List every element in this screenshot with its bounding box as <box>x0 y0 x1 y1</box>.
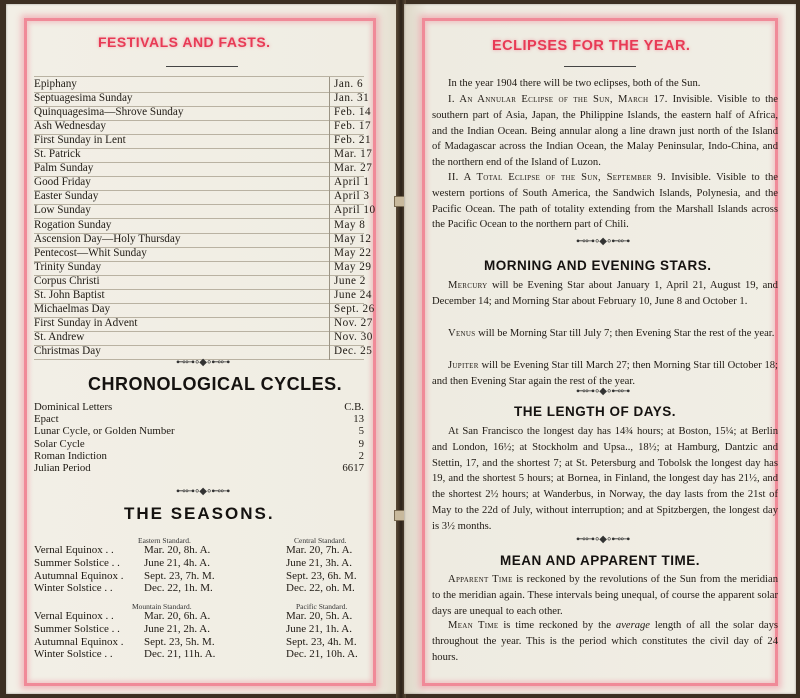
right-page <box>404 4 796 694</box>
season-name: Summer Solstice . . <box>34 622 120 635</box>
cycle-value: 6617 <box>342 462 364 474</box>
stars-title: MORNING AND EVENING STARS. <box>484 258 712 273</box>
jupiter-paragraph <box>432 358 778 390</box>
cycle-value: 5 <box>358 425 364 438</box>
festival-name: Septuagesima Sunday <box>34 92 133 105</box>
cycle-row <box>34 413 364 426</box>
season-time-right: Dec. 21, 10h. A. <box>286 648 358 661</box>
zone-mountain-label: Mountain Standard. <box>132 602 192 611</box>
season-row <box>34 648 370 661</box>
cycle-row <box>34 438 364 451</box>
title-rule <box>166 66 238 67</box>
eclipse-annular-lead: I. An Annular Eclipse of the Sun, March 17. <box>448 94 668 105</box>
cycle-name: Solar Cycle <box>34 437 85 450</box>
season-name: Vernal Equinox . . <box>34 544 114 556</box>
cycle-name: Lunar Cycle, or Golden Number <box>34 425 175 438</box>
festival-date: May 29 <box>334 260 372 273</box>
cycle-name: Dominical Letters <box>34 401 113 413</box>
season-time-right: Sept. 23, 4h. M. <box>286 635 357 648</box>
season-time-right: June 21, 1h. A. <box>286 622 352 635</box>
festival-date: April 3 <box>334 190 370 203</box>
festival-date: Jan. 6 <box>334 78 364 90</box>
eclipses-title: ECLIPSES FOR THE YEAR. <box>492 38 691 54</box>
season-row <box>34 544 370 557</box>
season-name: Autumnal Equinox . <box>34 635 124 648</box>
column-divider <box>329 344 330 360</box>
season-row <box>34 570 370 583</box>
season-name: Winter Solstice . . <box>34 648 113 661</box>
season-time-left: Dec. 21, 11h. A. <box>144 648 216 661</box>
festival-name: Trinity Sunday <box>34 260 102 273</box>
eclipse-total-lead: II. A Total Eclipse of the Sun, September 9. <box>448 172 666 183</box>
festival-name: St. John Baptist <box>34 288 105 301</box>
eclipse-total-text: Invisible. Visible to the western portions of South America, the Sandwich Islands, Polynesia, and the Pacific Ocean. The path of totality extending from the Marshall Islands across the Pacific Ocean to the northern part of Chili. <box>432 172 778 231</box>
eclipse-annular-text: Invisible. Visible to the southern part of Asia, Japan, the Philippine Islands, the eastern half of Africa, and the Indian Ocean. Being annular along a line drawn just north of the Island of Madagascar across the Indian Ocean, the Malay Peninsular, Indo-China, and the northern end of the Island of Luzon. <box>432 94 779 169</box>
time-title: MEAN AND APPARENT TIME. <box>500 553 700 568</box>
cycle-name: Roman Indiction <box>34 449 107 462</box>
season-row <box>34 636 370 649</box>
season-time-left: June 21, 4h. A. <box>144 556 210 569</box>
festival-date: May 12 <box>334 232 372 245</box>
zone-eastern-label: Eastern Standard. <box>138 536 191 545</box>
venus-paragraph <box>432 326 778 342</box>
festival-name: Easter Sunday <box>34 190 99 203</box>
festival-date: May 8 <box>334 218 366 231</box>
festival-name: Corpus Christi <box>34 274 100 287</box>
cycle-value: 9 <box>358 437 364 450</box>
cycle-value: 13 <box>353 413 364 426</box>
cycles-title: CHRONOLOGICAL CYCLES. <box>88 374 343 394</box>
mercury-lead: Mercury <box>448 280 488 291</box>
season-time-right: Mar. 20, 7h. A. <box>286 544 353 556</box>
festival-date: Jan. 31 <box>334 92 370 105</box>
season-row <box>34 582 370 595</box>
festival-name: Ascension Day—Holy Thursday <box>34 232 181 245</box>
festival-date: Feb. 17 <box>334 120 372 133</box>
cycle-row <box>34 450 364 463</box>
festival-date: Nov. 30 <box>334 330 373 343</box>
venus-text: will be Morning Star till July 7; then Evening Star the rest of the year. <box>478 328 775 339</box>
festival-name: Ash Wednesday <box>34 120 106 133</box>
festival-date: Nov. 27 <box>334 316 373 329</box>
cycle-name: Epact <box>34 413 59 426</box>
season-time-left: Sept. 23, 5h. M. <box>144 635 215 648</box>
cycle-row <box>34 401 364 414</box>
festival-date: June 24 <box>334 288 372 301</box>
cycle-value: C.B. <box>344 401 364 413</box>
apparent-time-text: is reckoned by the revolutions of the Sun from the meridian to the meridian again. These intervals being unequal, of course the apparent solar days are unequal to each other. <box>432 574 778 617</box>
festival-date: Mar. 27 <box>334 162 373 175</box>
eclipses-intro: In the year 1904 there will be two eclipses, both of the Sun. <box>448 78 701 89</box>
season-row <box>34 610 370 623</box>
ornament-divider: ⊷⊶∘◆∘⊷⊶ <box>176 357 230 368</box>
season-time-left: Sept. 23, 7h. M. <box>144 569 215 582</box>
festival-name: Christmas Day <box>34 344 101 357</box>
venus-lead: Venus <box>448 328 476 339</box>
festival-date: April 1 <box>334 176 370 189</box>
mercury-text: will be Evening Star about January 1, April 21, August 19, and December 14; and Morning Star about February 10, June 8 and October 1. <box>432 280 778 307</box>
festival-name: St. Andrew <box>34 330 85 343</box>
season-time-right: Sept. 23, 6h. M. <box>286 569 357 582</box>
festival-name: Quinquagesima—Shrove Sunday <box>34 106 184 119</box>
zone-pacific-label: Pacific Standard. <box>296 602 348 611</box>
season-name: Summer Solstice . . <box>34 556 120 569</box>
mean-time-lead: Mean Time <box>448 620 499 631</box>
season-time-right: Mar. 20, 5h. A. <box>286 610 353 622</box>
cycle-row <box>34 425 364 438</box>
festival-name: First Sunday in Advent <box>34 316 138 329</box>
title-rule <box>564 66 636 67</box>
eclipse-total-paragraph <box>432 170 778 233</box>
festival-date: April 10 <box>334 204 376 217</box>
season-name: Vernal Equinox . . <box>34 610 114 622</box>
seasons-title: THE SEASONS. <box>124 504 275 523</box>
festival-date: May 22 <box>334 246 372 259</box>
cycle-row <box>34 462 364 475</box>
festival-date: Mar. 17 <box>334 148 373 161</box>
cycle-name: Julian Period <box>34 462 91 474</box>
festival-date: June 2 <box>334 274 366 287</box>
ornament-divider: ⊷⊶∘◆∘⊷⊶ <box>576 386 630 397</box>
apparent-time-lead: Apparent Time <box>448 574 513 585</box>
mean-time-text-1: is time reckoned by the <box>503 620 612 631</box>
festivals-title: FESTIVALS AND FASTS. <box>98 34 271 50</box>
days-paragraph: At San Francisco the longest day has 14¾ hours; at Boston, 15¼; at Berlin and London, 16½; at Stockholm and Upsa.., 18½; at Hamburg, Dantzic and Stettin, 17, and the shortest 7; at St. Petersburg and Tobolsk the longest day has 19, and the shortest 5 hours; at Bornea, in Finland, the longest day has 21½, and the shortest 2½ hours; at Wanderbus, in Norway, the day lasts from the 21st of May to the 22d of July, without interruption; and at Spitzbergen, the longest day is 3½ months. <box>432 426 778 532</box>
festival-name: Good Friday <box>34 176 91 189</box>
days-title: THE LENGTH OF DAYS. <box>514 404 677 419</box>
ornament-divider: ⊷⊶∘◆∘⊷⊶ <box>576 534 630 545</box>
festival-date: Sept. 26 <box>334 302 375 315</box>
festival-name: Rogation Sunday <box>34 218 112 231</box>
season-time-left: Dec. 22, 1h. M. <box>144 582 213 595</box>
festival-name: Michaelmas Day <box>34 302 111 315</box>
mean-time-paragraph <box>432 618 778 665</box>
festival-name: First Sunday in Lent <box>34 134 126 147</box>
season-time-left: Mar. 20, 6h. A. <box>144 610 211 622</box>
festival-name: Palm Sunday <box>34 162 94 175</box>
season-time-right: June 21, 3h. A. <box>286 556 352 569</box>
ornament-divider: ⊷⊶∘◆∘⊷⊶ <box>576 236 630 247</box>
festival-name: Low Sunday <box>34 204 91 217</box>
zone-central-label: Central Standard. <box>294 536 347 545</box>
season-row <box>34 623 370 636</box>
ornament-divider: ⊷⊶∘◆∘⊷⊶ <box>176 486 230 497</box>
season-time-left: June 21, 2h. A. <box>144 622 210 635</box>
festival-name: Epiphany <box>34 78 77 90</box>
season-row <box>34 557 370 570</box>
festival-name: St. Patrick <box>34 148 81 161</box>
eclipse-annular-paragraph <box>432 92 778 171</box>
mean-time-text-2: length of all the solar days throughout the year. This is the period which constitutes the civil day of 24 hours. <box>432 620 778 663</box>
festival-name: Pentecost—Whit Sunday <box>34 246 147 259</box>
jupiter-lead: Jupiter <box>448 360 479 371</box>
festival-date: Dec. 25 <box>334 344 373 357</box>
jupiter-text: will be Evening Star till March 27; then Morning Star till October 18; and then Evening Star again the rest of the year. <box>432 360 778 387</box>
festival-date: Feb. 14 <box>334 106 372 119</box>
mean-time-italic: average <box>615 620 651 631</box>
season-time-right: Dec. 22, oh. M. <box>286 582 355 595</box>
left-page <box>6 4 398 694</box>
season-time-left: Mar. 20, 8h. A. <box>144 544 211 556</box>
festival-date: Feb. 21 <box>334 134 372 147</box>
season-name: Autumnal Equinox . <box>34 569 124 582</box>
mercury-paragraph <box>432 278 778 310</box>
apparent-time-paragraph <box>432 572 778 619</box>
cycle-value: 2 <box>358 449 364 462</box>
season-name: Winter Solstice . . <box>34 582 113 595</box>
